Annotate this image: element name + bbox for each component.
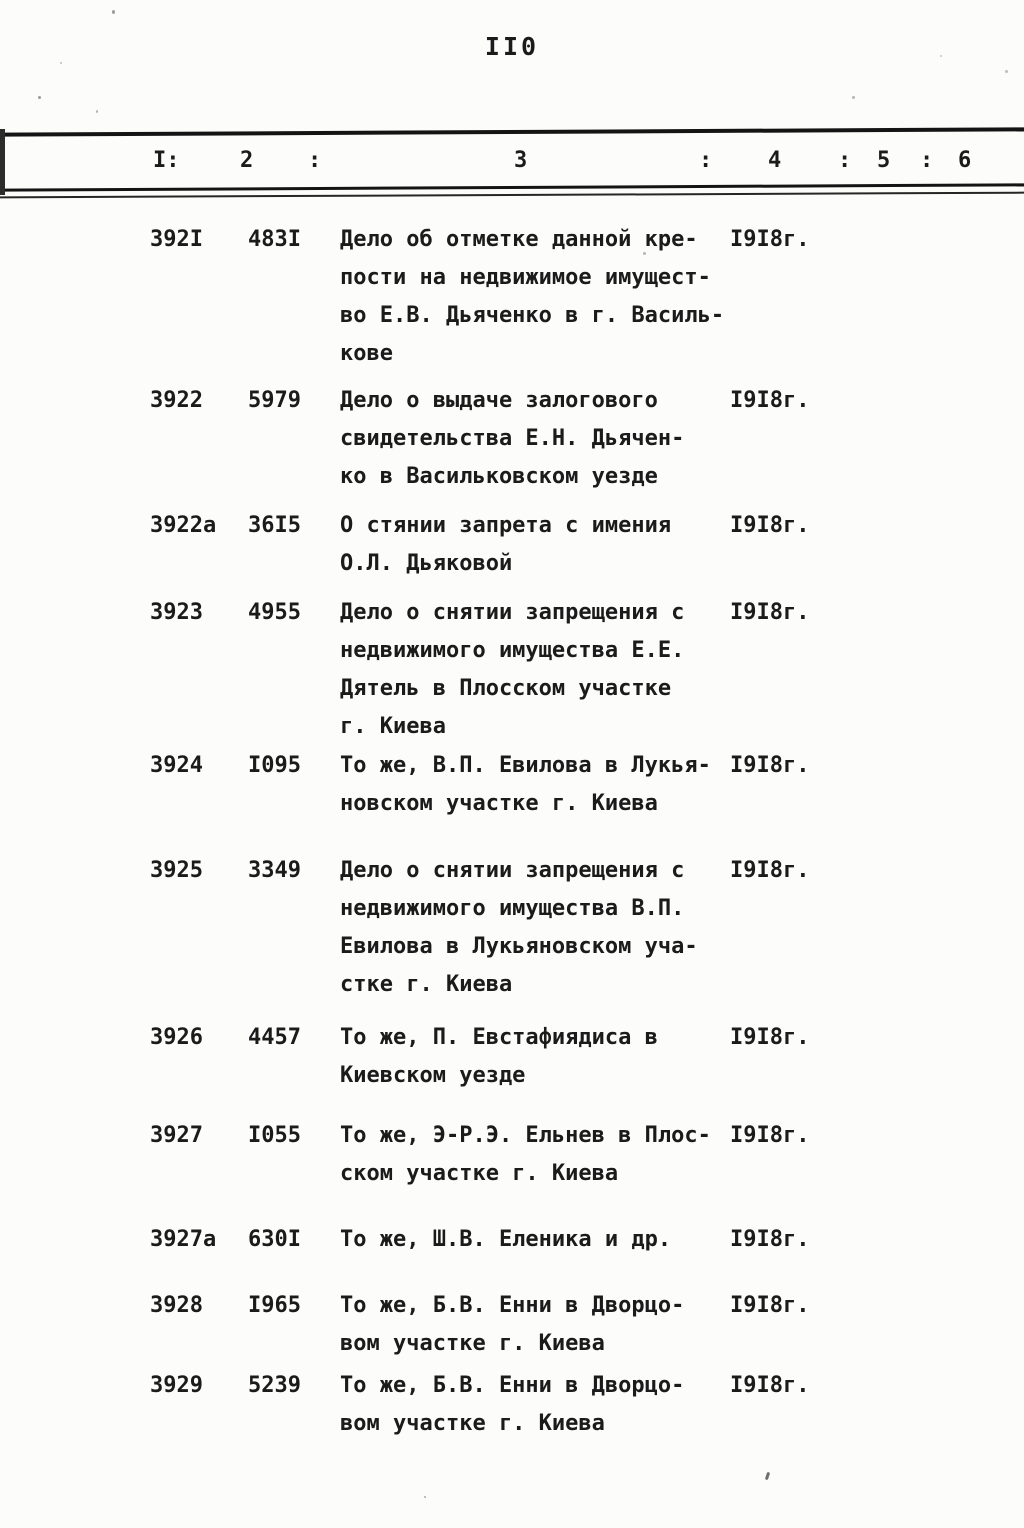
header-cell-6: 6 bbox=[958, 148, 972, 173]
case-title-line: свидетельства Е.Н. Дьячен- bbox=[340, 426, 685, 451]
header-separator: : bbox=[308, 148, 322, 173]
case-title-line: ко в Васильковском уезде bbox=[340, 464, 658, 489]
case-title bbox=[340, 507, 740, 583]
case-title-line: вом участке г. Киева bbox=[340, 1331, 605, 1356]
file-number: 4457 bbox=[248, 1025, 301, 1050]
page-edge-shadow bbox=[0, 129, 5, 195]
case-title bbox=[340, 1117, 740, 1193]
table-row bbox=[0, 1117, 1024, 1193]
case-title-line: стке г. Киева bbox=[340, 972, 513, 997]
header-cell-4: 4 bbox=[768, 148, 782, 173]
table-row bbox=[0, 1019, 1024, 1095]
entry-number: 3925 bbox=[150, 858, 203, 883]
case-title-line: О.Л. Дьяковой bbox=[340, 551, 513, 576]
case-title-line: То же, Б.В. Енни в Дворцо- bbox=[340, 1373, 685, 1398]
file-number: 3349 bbox=[248, 858, 301, 883]
case-year: I9I8г. bbox=[730, 1123, 810, 1148]
case-title bbox=[340, 594, 740, 746]
case-year: I9I8г. bbox=[730, 388, 810, 413]
case-title-line: То же, В.П. Евилова в Лукья- bbox=[340, 753, 711, 778]
header-rule-bottom-echo bbox=[0, 192, 1024, 199]
case-title-line: Дело о выдаче залогового bbox=[340, 388, 658, 413]
scan-speck bbox=[96, 110, 98, 113]
table-row bbox=[0, 1367, 1024, 1443]
case-title-line: То же, П. Евстафиядиса в bbox=[340, 1025, 658, 1050]
case-title bbox=[340, 221, 740, 373]
case-year: I9I8г. bbox=[730, 858, 810, 883]
case-title-line: недвижимого имущества В.П. bbox=[340, 896, 685, 921]
case-year: I9I8г. bbox=[730, 600, 810, 625]
case-title-line: кове bbox=[340, 341, 393, 366]
case-title bbox=[340, 1287, 740, 1363]
file-number: 4955 bbox=[248, 600, 301, 625]
entry-number: 3924 bbox=[150, 753, 203, 778]
case-title-line: во Е.В. Дьяченко в г. Василь- bbox=[340, 303, 725, 328]
entry-number: 3928 bbox=[150, 1293, 203, 1318]
scan-speck bbox=[852, 96, 855, 99]
file-number: I965 bbox=[248, 1293, 301, 1318]
case-title-line: пости на недвижимое имущест- bbox=[340, 265, 711, 290]
case-title-line: То же, Э-Р.Э. Ельнев в Плос- bbox=[340, 1123, 711, 1148]
header-cell-5: 5 bbox=[877, 148, 891, 173]
case-title bbox=[340, 747, 740, 823]
case-title-line: ском участке г. Киева bbox=[340, 1161, 619, 1186]
entry-number: 3923 bbox=[150, 600, 203, 625]
case-title-line: Дело об отметке данной кре- bbox=[340, 227, 698, 252]
case-year: I9I8г. bbox=[730, 227, 810, 252]
case-title-line: То же, Ш.В. Еленика и др. bbox=[340, 1227, 672, 1252]
case-year: I9I8г. bbox=[730, 1025, 810, 1050]
case-title-line: вом участке г. Киева bbox=[340, 1411, 605, 1436]
case-title-line: То же, Б.В. Енни в Дворцо- bbox=[340, 1293, 685, 1318]
header-cell-1: I: bbox=[153, 148, 180, 173]
scan-speck bbox=[38, 96, 41, 99]
header-separator: : bbox=[920, 148, 934, 173]
entry-number: 3927 bbox=[150, 1123, 203, 1148]
scan-speck bbox=[60, 62, 62, 64]
table-row bbox=[0, 221, 1024, 373]
table-row bbox=[0, 747, 1024, 823]
scan-speck bbox=[765, 1472, 770, 1481]
table-row bbox=[0, 852, 1024, 1004]
case-title bbox=[340, 1367, 740, 1443]
header-cell-2: 2 bbox=[240, 148, 254, 173]
table-row bbox=[0, 507, 1024, 583]
case-year: I9I8г. bbox=[730, 1227, 810, 1252]
case-title-line: Евилова в Лукьяновском уча- bbox=[340, 934, 698, 959]
file-number: 5239 bbox=[248, 1373, 301, 1398]
entry-number: 3929 bbox=[150, 1373, 203, 1398]
case-title-line: О стянии запрета с имения bbox=[340, 513, 672, 538]
case-title-line: Киевском уезде bbox=[340, 1063, 526, 1088]
case-year: I9I8г. bbox=[730, 1293, 810, 1318]
file-number: I095 bbox=[248, 753, 301, 778]
header-rule-top bbox=[0, 127, 1024, 136]
case-year: I9I8г. bbox=[730, 753, 810, 778]
header-separator: : bbox=[838, 148, 852, 173]
header-rule-bottom bbox=[0, 183, 1024, 191]
case-title bbox=[340, 1019, 740, 1095]
scan-speck bbox=[112, 10, 115, 14]
entry-number: 392I bbox=[150, 227, 203, 252]
case-year: I9I8г. bbox=[730, 513, 810, 538]
file-number: 630I bbox=[248, 1227, 301, 1252]
header-cell-3: 3 bbox=[514, 148, 528, 173]
case-title-line: Дело о снятии запрещения с bbox=[340, 600, 685, 625]
case-title-line: Дело о снятии запрещения с bbox=[340, 858, 685, 883]
case-title-line: недвижимого имущества Е.Е. bbox=[340, 638, 685, 663]
scan-speck bbox=[424, 1496, 426, 1498]
case-title bbox=[340, 382, 740, 496]
case-year: I9I8г. bbox=[730, 1373, 810, 1398]
table-row bbox=[0, 1221, 1024, 1259]
table-row bbox=[0, 1287, 1024, 1363]
entry-number: 3922а bbox=[150, 513, 217, 538]
case-title bbox=[340, 1221, 740, 1259]
entry-number: 3926 bbox=[150, 1025, 203, 1050]
entries-list bbox=[0, 221, 1024, 1443]
case-title bbox=[340, 852, 740, 1004]
file-number: 5979 bbox=[248, 388, 301, 413]
scan-speck bbox=[940, 55, 942, 57]
case-title-line: г. Киева bbox=[340, 714, 446, 739]
entry-number: 3922 bbox=[150, 388, 203, 413]
entry-number: 3927а bbox=[150, 1227, 217, 1252]
case-title-line: новском участке г. Киева bbox=[340, 791, 658, 816]
file-number: 483I bbox=[248, 227, 301, 252]
case-title-line: Дятель в Плосском участке bbox=[340, 676, 672, 701]
header-separator: : bbox=[699, 148, 713, 173]
page-number: II0 bbox=[484, 32, 540, 61]
file-number: 36I5 bbox=[248, 513, 301, 538]
table-row bbox=[0, 382, 1024, 496]
table-row bbox=[0, 594, 1024, 746]
file-number: I055 bbox=[248, 1123, 301, 1148]
scan-speck bbox=[1005, 70, 1008, 73]
